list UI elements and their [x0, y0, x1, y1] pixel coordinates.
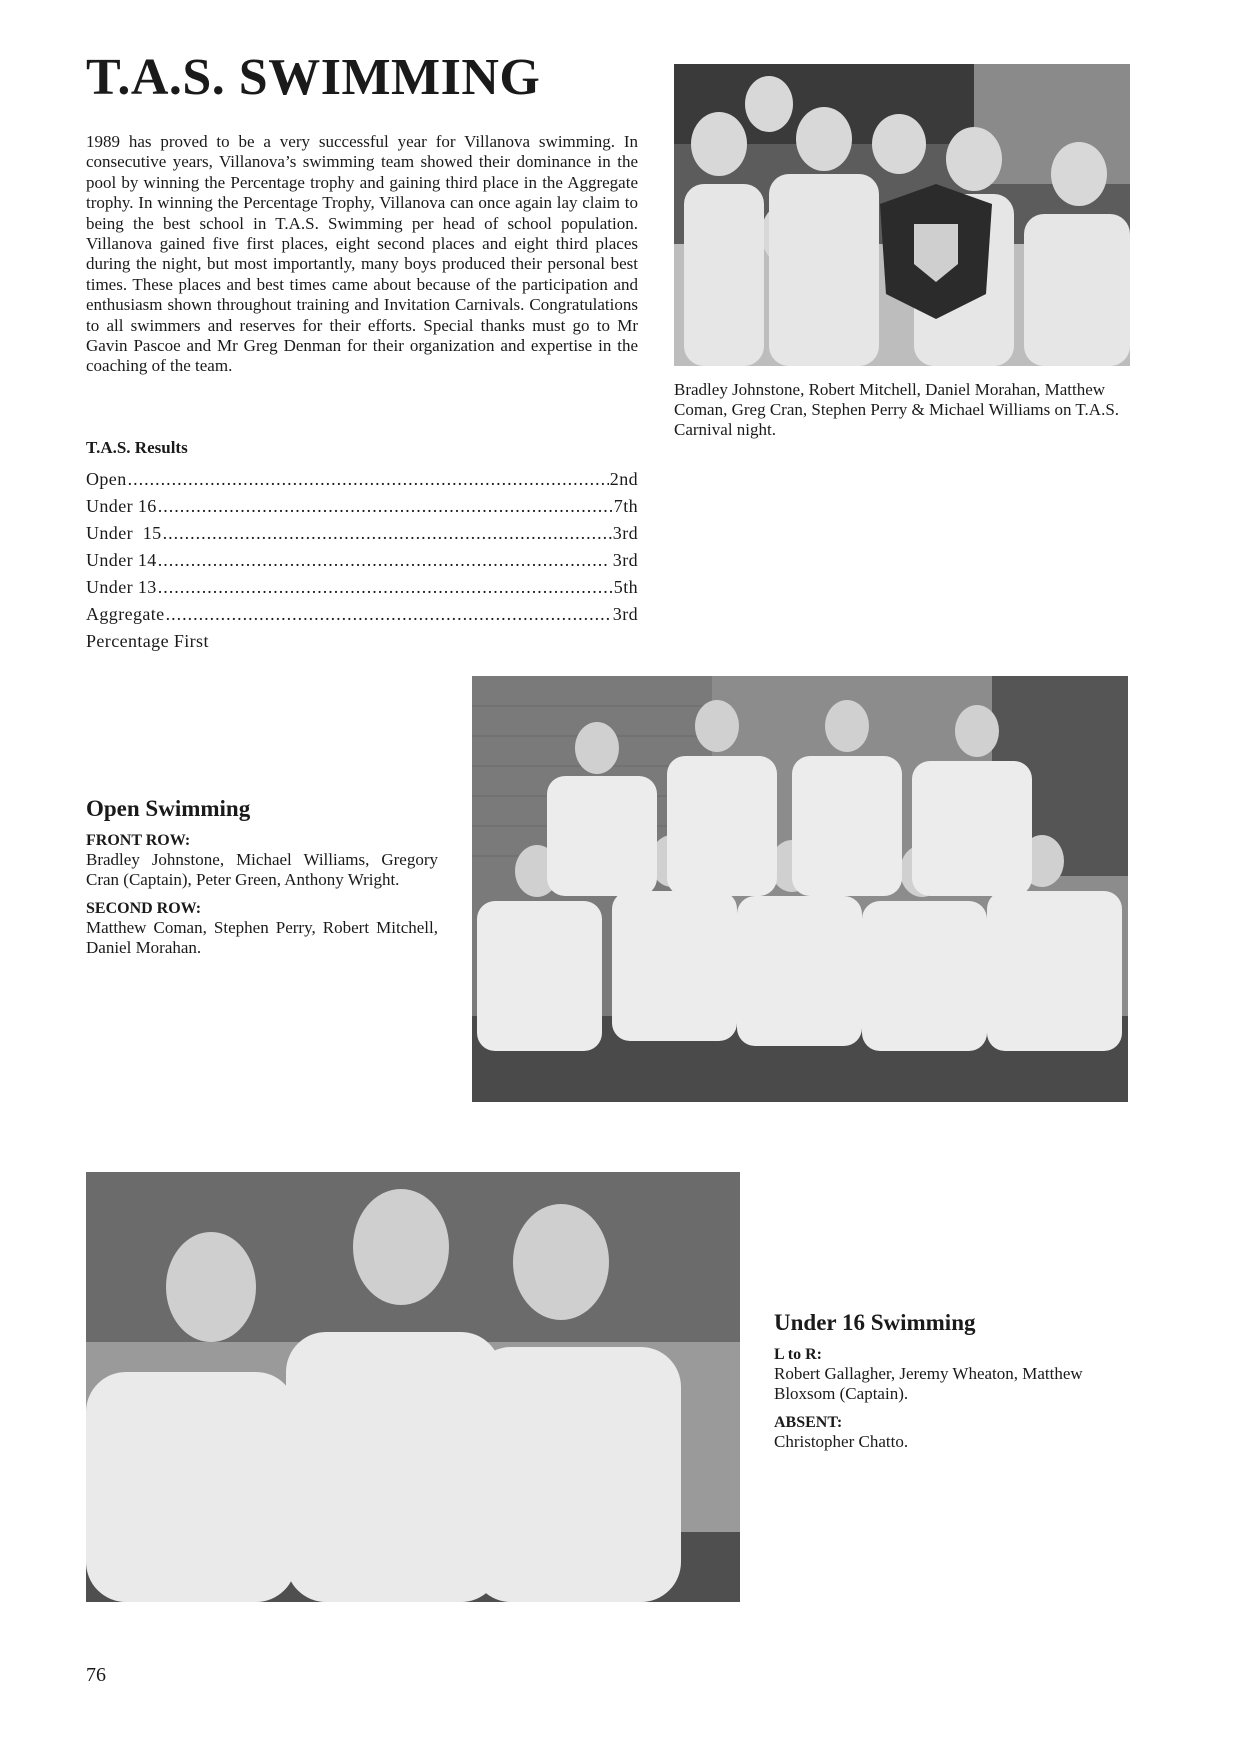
result-label: Under 14 [86, 550, 157, 570]
dot-leader [128, 469, 609, 490]
result-row-under14 [86, 544, 638, 571]
front-row-label: FRONT ROW: [86, 832, 191, 849]
carnival-caption: Bradley Johnstone, Robert Mitchell, Daniel Morahan, Matthew Coman, Greg Cran, Stephen Perry & Michael Williams on T.A.S. Carnival night. [674, 380, 1120, 439]
result-label: Open [86, 469, 127, 489]
front-row-names: Bradley Johnstone, Michael Williams, Gregory Cran (Captain), Peter Green, Anthony Wright. [86, 850, 438, 889]
results-list [86, 463, 638, 652]
result-row-under16 [86, 490, 638, 517]
open-swimming-team-photo [472, 676, 1128, 1102]
open-swimming-title: Open Swimming [86, 796, 251, 821]
under16-swimming-title: Under 16 Swimming [774, 1310, 976, 1335]
absent-names: Christopher Chatto. [774, 1432, 909, 1451]
result-label: Under 15 [86, 523, 162, 543]
dot-leader [166, 604, 612, 625]
absent-label: ABSENT: [774, 1414, 843, 1431]
result-value: 5th [613, 577, 638, 597]
dot-leader [158, 550, 607, 571]
result-label: Under 16 [86, 496, 157, 516]
under16-swimming-block [774, 1310, 1130, 1452]
result-label: Percentage First [86, 631, 209, 651]
result-value: 3rd [612, 523, 638, 543]
result-label: Aggregate [86, 604, 165, 624]
result-value: 3rd [607, 550, 638, 570]
under16-swimming-photo [86, 1172, 740, 1602]
result-label: Under 13 [86, 577, 157, 597]
dot-leader [158, 577, 613, 598]
result-row-percentage [86, 625, 638, 652]
page-title: T.A.S. SWIMMING [86, 49, 541, 106]
result-value: 3rd [612, 604, 638, 624]
second-row-names: Matthew Coman, Stephen Perry, Robert Mitchell, Daniel Morahan. [86, 918, 438, 957]
under16-names: Robert Gallagher, Jeremy Wheaton, Matthew Bloxsom (Captain). [774, 1364, 1083, 1403]
dot-leader [158, 496, 613, 517]
intro-paragraph: 1989 has proved to be a very successful year for Villanova swimming. In consecutive years, Villanova’s swimming team showed their dominance in the pool by winning the Percentage trophy and gaining third place in the Aggregate trophy. In winning the Percentage Trophy, Villanova can once again lay claim to being the best school in T.A.S. Swimming per head of school population. Villanova gained five first places, eight second places and eight third places during the night, but most importantly, many boys produced their personal best times. These places and best times came about because of the participation and enthusiasm shown throughout training and Invitation Carnivals. Congratulations to all swimmers and reserves for their efforts. Special thanks must go to Mr Gavin Pascoe and Mr Greg Denman for their organization and expertise in the coaching of the team. [86, 132, 638, 376]
results-heading: T.A.S. Results [86, 438, 188, 457]
page-number: 76 [86, 1664, 106, 1686]
result-value: 7th [613, 496, 638, 516]
dot-leader [163, 523, 612, 544]
second-row-label: SECOND ROW: [86, 900, 202, 917]
open-swimming-block [86, 796, 438, 958]
result-row-aggregate [86, 598, 638, 625]
result-value: 2nd [609, 469, 638, 489]
order-label: L to R: [774, 1346, 822, 1363]
result-row-open [86, 463, 638, 490]
carnival-night-photo [674, 64, 1130, 366]
result-row-under13 [86, 571, 638, 598]
result-row-under15 [86, 517, 638, 544]
